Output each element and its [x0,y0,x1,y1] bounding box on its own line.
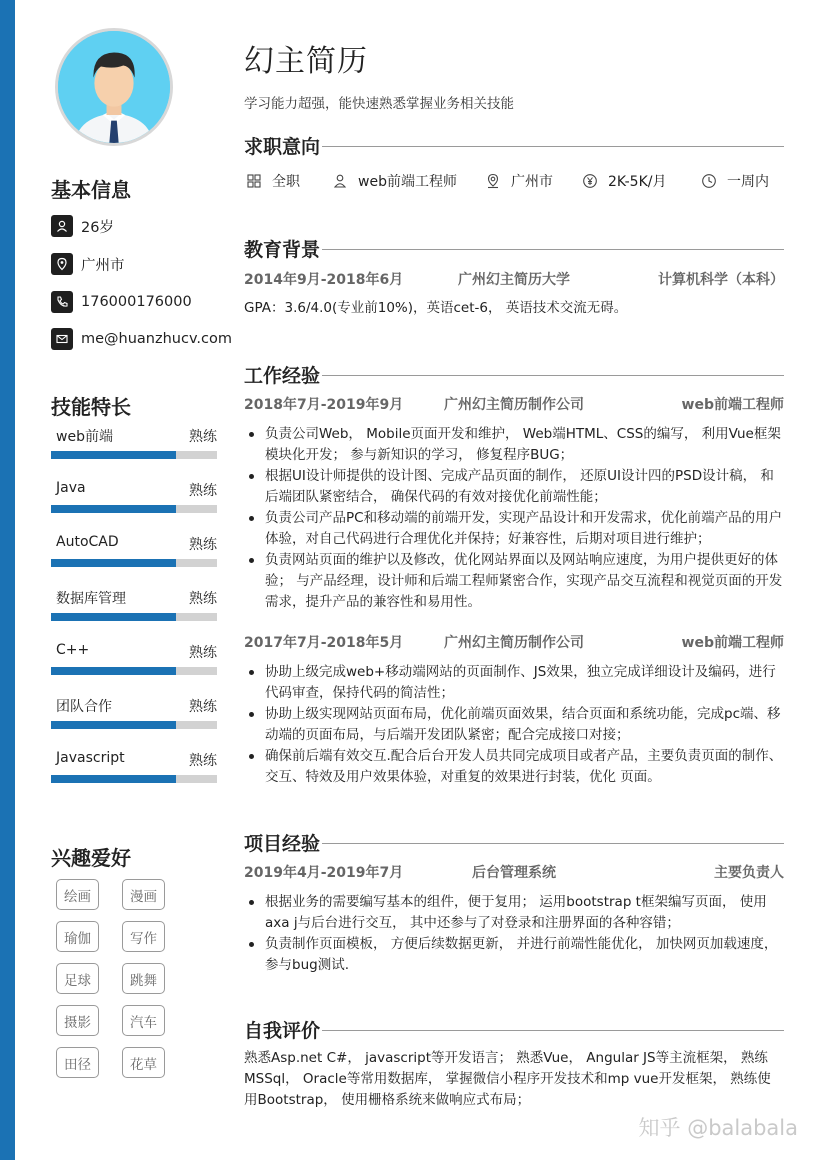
hobby-tag: 足球 [56,963,99,994]
job-intent-row [244,171,784,193]
job-date: 2018年7月-2019年9月 [244,397,404,413]
skill-bar-fill [51,667,176,675]
skill-bar-fill [51,775,176,783]
skill-bar [51,721,217,729]
job-company: 广州幻主简历制作公司 [444,635,584,651]
section-self-header [244,1016,784,1042]
education-entry-header [244,269,784,289]
section-divider [244,375,784,376]
hobby-tag: 摄影 [56,1005,99,1036]
job-company: 广州幻主简历制作公司 [444,397,584,413]
skill-name: Java [56,480,86,496]
location-pin-icon [485,173,501,189]
project-duty: 负责制作页面模板， 方便后续数据更新， 并进行前端性能优化， 加快网页加载速度， 参与bug测试. [244,934,784,976]
sidebar [15,0,232,1160]
job-entry-header [244,632,784,652]
section-divider [244,146,784,147]
job-duty: 负责公司产品PC和移动端的前端开发，实现产品设计和开发需求，优化前端产品的用户体验，对自己代码进行合理优化并保持；好兼容性，后期对项目进行维护； [244,508,784,550]
project-duty: 根据业务的需要编写基本的组件，便于复用； 运用bootstrap t框架编写页面， 使用axa j与后台进行交互， 其中还参与了对登录和注册界面的各种容错； [244,892,784,934]
skill-name: C++ [56,642,90,658]
intent-salary [582,171,666,191]
job-date: 2017年7月-2018年5月 [244,635,404,651]
resume-name: 幻主简历 [244,44,368,79]
section-project-header [244,829,784,855]
project-entry-header [244,862,784,882]
job-duties [244,662,784,788]
skill-level: 熟练 [189,537,217,553]
section-title: 自我评价 [244,1016,322,1043]
hobby-tag: 绘画 [56,879,99,910]
hobby-tag: 漫画 [122,879,165,910]
skill-bar [51,667,217,675]
skill-level: 熟练 [189,483,217,499]
clock-icon [701,173,717,189]
intent-availability-text: 一周内 [727,174,769,190]
section-divider [244,843,784,844]
grid-icon [246,173,262,189]
skill-level: 熟练 [189,645,217,661]
watermark: 知乎 @balabala [638,1116,798,1140]
skill-name: web前端 [56,429,113,445]
skill-item [51,588,217,622]
skill-item [51,534,217,568]
section-title: 教育背景 [244,235,322,262]
email-text: me@huanzhucv.com [81,331,232,347]
skill-bar-fill [51,505,176,513]
section-title: 工作经验 [244,361,322,388]
skill-bar-fill [51,559,176,567]
intent-city-text: 广州市 [511,174,553,190]
project-role: 主要负责人 [714,865,784,881]
hobby-tag: 汽车 [122,1005,165,1036]
job-duties [244,424,784,613]
info-age [51,214,114,238]
location-icon [51,253,73,275]
skill-name: AutoCAD [56,534,119,550]
project-date: 2019年4月-2019年7月 [244,865,404,881]
info-city [51,252,125,276]
city-text: 广州市 [81,257,125,274]
skill-item [51,750,217,784]
education-major: 计算机科学（本科） [658,272,784,288]
skill-bar [51,451,217,459]
skills-title: 技能特长 [51,395,131,419]
hobby-tag: 跳舞 [122,963,165,994]
skill-name: 数据库管理 [56,591,126,607]
hobby-tag: 田径 [56,1047,99,1078]
avatar [55,28,173,146]
project-name: 后台管理系统 [472,865,556,881]
section-intent-header [244,132,784,158]
skill-bar [51,559,217,567]
self-evaluation-text: 熟悉Asp.net C#， javascript等开发语言； 熟悉Vue， Angular JS等主流框架， 熟练MSSql， Oracle等常用数据库， 掌握微信小程序开发技术和mp vue开发框架， 熟练使用Bootstrap， 使用栅格系统来做响应式布局； [244,1050,771,1108]
job-role: web前端工程师 [681,397,784,413]
phone-text: 176000176000 [81,294,192,310]
basic-info-title: 基本信息 [51,178,131,202]
skill-bar-fill [51,613,176,621]
section-divider [244,1030,784,1031]
intent-type-text: 全职 [272,174,300,190]
skill-bar-fill [51,451,176,459]
skill-name: 团队合作 [56,699,112,715]
info-phone [51,290,192,314]
intent-type [246,171,300,191]
job-role: web前端工程师 [681,635,784,651]
skill-bar-fill [51,721,176,729]
intent-position-text: web前端工程师 [358,174,457,190]
age-text: 26岁 [81,219,114,236]
section-title: 求职意向 [244,132,322,159]
education-date: 2014年9月-2018年6月 [244,272,404,288]
avatar-illustration [58,31,170,143]
intent-position [332,171,457,191]
hobby-tag: 写作 [122,921,165,952]
user-icon [51,215,73,237]
skill-item [51,426,217,460]
intent-city [485,171,553,191]
left-accent-stripe [0,0,15,1160]
yen-icon [582,173,598,189]
hobbies-title: 兴趣爱好 [51,846,131,870]
skill-bar [51,505,217,513]
skill-item [51,480,217,514]
skill-item [51,696,217,730]
phone-icon [51,291,73,313]
skill-level: 熟练 [189,699,217,715]
intent-salary-text: 2K-5K/月 [608,174,667,190]
skill-bar [51,613,217,621]
job-duty: 负责网站页面的维护以及修改，优化网站界面以及网站响应速度，为用户提供更好的体验； 与产品经理，设计师和后端工程师紧密合作，实现产品交互流程和视觉页面的开发需求，提升产品的兼容性和易用性。 [244,550,784,613]
education-school: 广州幻主简历大学 [458,272,570,288]
main-content [244,0,784,1160]
skill-bar [51,775,217,783]
job-duty: 根据UI设计师提供的设计图、完成产品页面的制作， 还原UI设计四的PSD设计稿， 和后端团队紧密结合， 确保代码的有效对接优化前端性能； [244,466,784,508]
info-email [51,327,232,351]
project-duties [244,892,784,976]
skill-level: 熟练 [189,753,217,769]
job-duty: 协助上级完成web+移动端网站的页面制作、JS效果，独立完成详细设计及编码，进行代码审查，保持代码的简洁性； [244,662,784,704]
section-education-header [244,235,784,261]
skill-name: Javascript [56,750,125,766]
section-divider [244,249,784,250]
person-icon [332,173,348,189]
skill-level: 熟练 [189,429,217,445]
skill-item [51,642,217,676]
section-work-header [244,361,784,387]
hobby-tag: 花草 [122,1047,165,1078]
tagline: 学习能力超强，能快速熟悉掌握业务相关技能 [244,96,514,112]
education-detail: GPA：3.6/4.0(专业前10%)，英语cet-6， 英语技术交流无碍。 [244,300,628,316]
section-title: 项目经验 [244,829,322,856]
job-duty: 负责公司Web， Mobile页面开发和维护， Web端HTML、CSS的编写， 利用Vue框架模块化开发； 参与新知识的学习， 修复程序BUG； [244,424,784,466]
job-duty: 协助上级实现网站页面布局，优化前端页面效果，结合页面和系统功能，完成pc端、移动端的页面布局，与后端开发团队紧密；配合完成接口对接； [244,704,784,746]
skill-level: 熟练 [189,591,217,607]
mail-icon [51,328,73,350]
job-duty: 确保前后端有效交互.配合后台开发人员共同完成项目或者产品，主要负责页面的制作、交互、特效及用户效果体验，对重复的效果进行封装，优化 页面。 [244,746,784,788]
intent-availability [701,171,769,191]
hobby-tag: 瑜伽 [56,921,99,952]
job-entry-header [244,394,784,414]
